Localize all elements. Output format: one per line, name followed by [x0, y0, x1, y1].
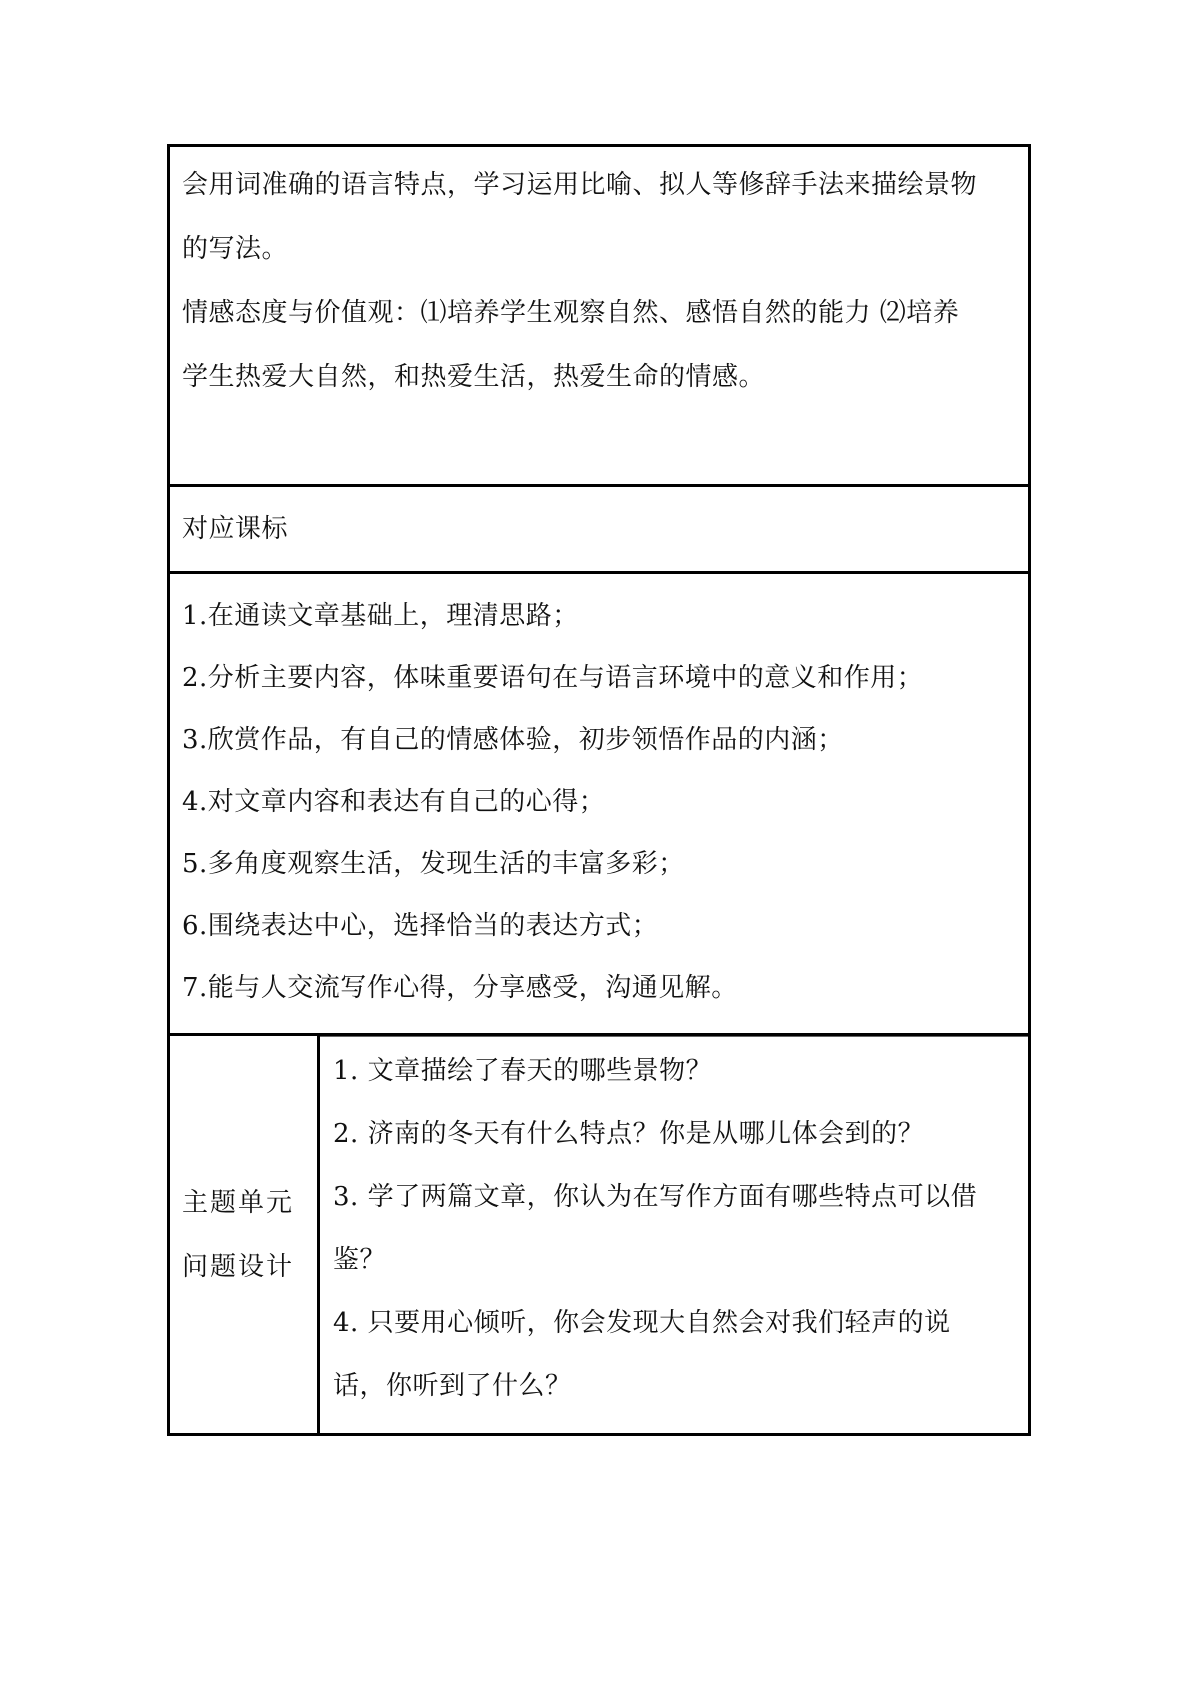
standard-item: 3.欣赏作品，有自己的情感体验，初步领悟作品的内涵；: [182, 725, 844, 755]
standard-item: 5.多角度观察生活，发现生活的丰富多彩；: [182, 849, 685, 879]
lesson-plan-table: [167, 144, 1031, 1436]
standard-item: 1.在通读文章基础上，理清思路；: [182, 601, 579, 631]
objectives-line: 会用词准确的语言特点，学习运用比喻、拟人等修辞手法来描绘景物: [182, 170, 978, 200]
objectives-line: 学生热爱大自然，和热爱生活，热爱生命的情感。: [182, 362, 766, 392]
unit-questions-label-cell: [170, 1036, 320, 1433]
unit-questions-row: [170, 1033, 1028, 1433]
question-line: 2. 济南的冬天有什么特点？你是从哪儿体会到的？: [333, 1119, 925, 1149]
curriculum-heading-cell: [170, 484, 1028, 571]
unit-questions-label: 问题设计: [182, 1251, 295, 1282]
unit-questions-label: 主题单元: [182, 1187, 295, 1218]
standard-item: 4.对文章内容和表达有自己的心得；: [182, 787, 606, 817]
objectives-cell: [170, 147, 1028, 484]
objectives-line: 情感态度与价值观：⑴培养学生观察自然、感悟自然的能力 ⑵培养: [182, 298, 960, 328]
question-line: 3. 学了两篇文章，你认为在写作方面有哪些特点可以借: [333, 1182, 978, 1212]
standard-item: 7.能与人交流写作心得，分享感受，沟通见解。: [182, 973, 738, 1003]
question-line: 1. 文章描绘了春天的哪些景物？: [333, 1056, 713, 1086]
standards-cell: [170, 571, 1028, 1033]
standard-item: 6.围绕表达中心，选择恰当的表达方式；: [182, 911, 659, 941]
objectives-line: 的写法。: [182, 234, 289, 264]
question-line: 话，你听到了什么？: [333, 1371, 572, 1401]
question-line: 鉴？: [333, 1245, 387, 1275]
curriculum-heading: 对应课标: [182, 514, 289, 544]
standard-item: 2.分析主要内容，体味重要语句在与语言环境中的意义和作用；: [182, 663, 924, 693]
unit-questions-body-cell: [320, 1036, 1028, 1433]
question-line: 4. 只要用心倾听，你会发现大自然会对我们轻声的说: [333, 1308, 951, 1338]
